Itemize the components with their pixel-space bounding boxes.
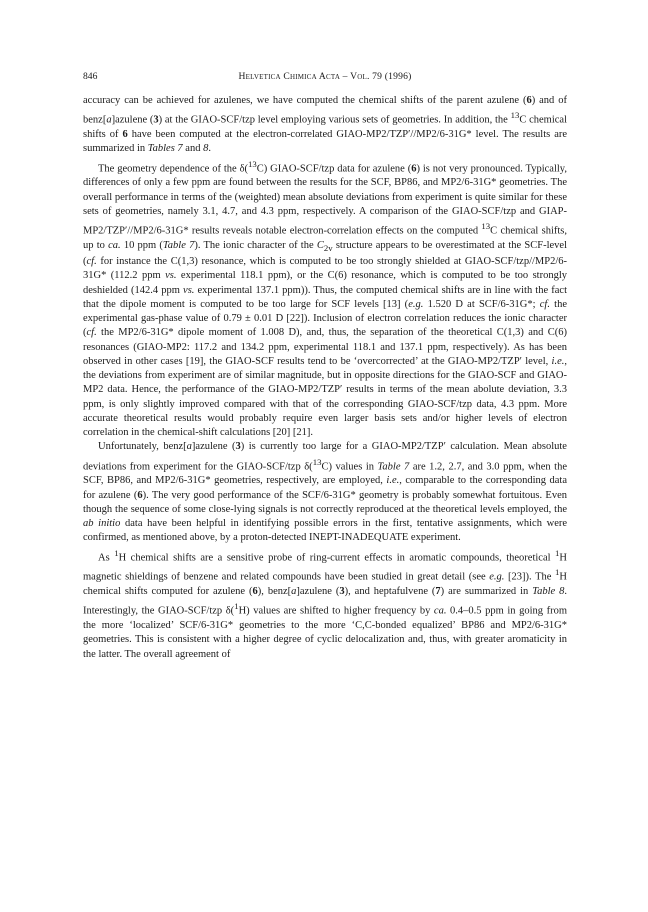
page-number: 846 — [83, 71, 98, 82]
page-header — [83, 70, 567, 84]
paragraph: Unfortunately, benz[a]azulene (3) is currently too large for a GIAO-MP2/TZP′ calculation. Mean absolute deviations from experiment for the GIAO-SCF/tzp δ($^{13}$C) values in Table 7 are 1.2, 2.7, and 3.0 ppm, when the SCF, BP86, and MP2/6-31G* geometries, respectively, are employed, i.e., comparable to the corresponding data for azulene (6). The very good performance of the SCF/6-31G* geometry is probably somewhat fortuitous. Even though the sequence of some close-lying signals is not correctly reproduced at the theoretical levels employed, the ab initio data have been helpful in identifying possible errors in the first, tentative assignments, which were confirmed, as mentioned above, by a proton-detected INEPT-INADEQUATE experiment. — [83, 441, 568, 544]
paragraph: The geometry dependence of the δ($^{13}$C) GIAO-SCF/tzp data for azulene (6) is not very pronounced. Typically, differences of only a few ppm are found between the results for the SCF, BP86, and MP2/6-31G* geometries. The overall performance in terms of the (weighted) mean absolute deviations from experiment is quite similar for these sets of geometries, namely 3.1, 4.7, and 4.3 ppm, respectively. A comparison of the GIAO-SCF/tzp and GIAP-MP2/TZP′//MP2/6-31G* results reveals notable electron-correlation effects on the computed $^{13}$C chemical shifts, up to ca. 10 ppm (Table 7). The ionic character of the $C_{2v}$ structure appears to be overestimated at the SCF-level (cf. for instance the C(1,3) resonance, which is computed to be too strongly shielded at GIAO-SCF/tzp//MP2/6-31G* (112.2 ppm vs. experimental 118.1 ppm), or the C(6) resonance, which is computed to be too strongly deshielded (142.4 ppm vs. experimental 137.1 ppm)). Thus, the computed chemical shifts are in line with the fact that the dipole moment is computed to be too large for SCF levels [13] (e.g. 1.520 D at SCF/6-31G*; cf. the experimental gas-phase value of 0.79 ± 0.01 D [22]). Inclusion of electron correlation reduces the ionic character (cf. the MP2/6-31G* dipole moment of 1.008 D), and, thus, the separation of the theoretical C(1,3) and C(6) resonances (GIAO-MP2: 117.2 and 134.2 ppm, experimental 118.1 and 137.1 ppm, respectively). As has been observed in other cases [19], the GIAO-SCF results tend to be ‘overcorrected’ at the GIAO-MP2/TZP′ level, i.e., the deviations from experiment are of similar magnitude, but in opposite directions for the GIAO-SCF and GIAO-MP2 data. Hence, the performance of the GIAO-MP2/TZP′ results in terms of the mean abolute deviation, 3.3 ppm, is only slightly improved compared with that of the corresponding GIAO-SCF/tzp data, 4.3 ppm. More accurate theoretical results would probably require even larger basis sets and/or higher levels of electron correlation in the chemical-shift calculations [20] [21]. — [83, 158, 568, 439]
paragraph: As $^1$H chemical shifts are a sensitive probe of ring-current effects in aromatic compounds, theoretical $^1$H magnetic shieldings of benzene and related compounds have been studied in great detail (see e.g. [23]). The $^1$H chemical shifts computed for azulene (6), benz[a]azulene (3), and heptafulvene (7) are summarized in Table 8. Interestingly, the GIAO-SCF/tzp δ($^1$H) values are shifted to higher frequency by ca. 0.4–0.5 ppm in going from the more ‘localized’ SCF/6-31G* geometries to the more ‘C,C-bonded equalized’ BP86 and MP2/6-31G* geometries. This is consistent with a higher degree of cyclic delocalization and, thus, with greater aromaticity in the latter. The overall agreement of — [83, 547, 568, 660]
paragraph: accuracy can be achieved for azulenes, we have computed the chemical shifts of the parent azulene (6) and of benz[a]azulene (3) at the GIAO-SCF/tzp level employing various sets of geometries. In addition, the $^{13}$C chemical shifts of 6 have been computed at the electron-correlated GIAO-MP2/TZP′//MP2/6-31G* level. The results are summarized in Tables 7 and 8. — [83, 95, 568, 155]
body-text — [83, 94, 567, 662]
running-title: Helvetica Chimica Acta – Vol. 79 (1996) — [238, 71, 412, 82]
